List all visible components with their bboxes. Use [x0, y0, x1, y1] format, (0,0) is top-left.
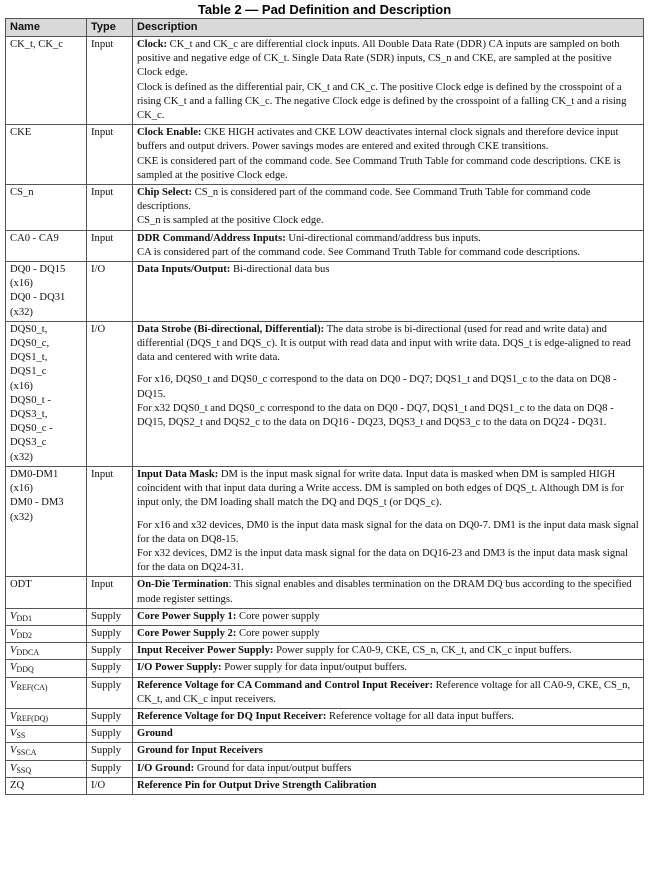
- description-first-paragraph: [137, 779, 639, 793]
- pad-description-cell: [133, 708, 644, 725]
- description-first-paragraph: [137, 762, 639, 776]
- description-text: Reference voltage for all data input buffers.: [326, 710, 514, 722]
- header-row: [6, 19, 644, 37]
- pad-name-symbol: V: [10, 610, 17, 622]
- pad-description-cell: [133, 37, 644, 125]
- table-row: [6, 125, 644, 185]
- description-first-paragraph: [137, 126, 639, 154]
- description-text: Bi-directional data bus: [230, 264, 330, 276]
- pad-name-cell: [6, 37, 87, 125]
- pad-name-cell: [6, 625, 87, 642]
- description-first-paragraph: [137, 644, 639, 658]
- description-first-paragraph: [137, 679, 639, 707]
- description-first-paragraph: [137, 323, 639, 366]
- pad-name-symbol: V: [10, 662, 17, 674]
- pad-name-line: (x16): [10, 483, 33, 495]
- pad-description-cell: [133, 760, 644, 777]
- paragraph-spacer: [137, 365, 639, 373]
- pad-description-cell: [133, 608, 644, 625]
- table-row: [6, 625, 644, 642]
- description-label: Ground: [137, 728, 173, 740]
- pad-name-line: DQ0 - DQ15: [10, 264, 66, 276]
- pad-name-subscript: REF(DQ): [16, 713, 49, 723]
- description-label: Reference Voltage for DQ Input Receiver:: [137, 710, 327, 722]
- pad-type-cell: Input: [87, 466, 133, 576]
- pad-name-symbol: V: [10, 710, 17, 722]
- description-text: : This signal enables and disables termination on the DRAM DQ bus according to the specified mode register settings.: [137, 579, 632, 605]
- pad-type-cell: Input: [87, 577, 133, 608]
- pad-name-cell: [6, 262, 87, 322]
- pad-name-line: ODT: [10, 579, 32, 591]
- pad-name-symbol: V: [10, 627, 17, 639]
- table-row: [6, 608, 644, 625]
- description-text: DM is the input mask signal for write data. Input data is masked when DM is sampled HIGH coincident with that input data during a Write access. DM is sampled on both edges of DQS_t. Although DM is for input only, the DM loading shall match the DQ and DQS_t (or DQS_c).: [137, 468, 624, 509]
- description-label: Chip Select:: [137, 187, 193, 199]
- pad-type-cell: Supply: [87, 608, 133, 625]
- pad-description-cell: [133, 230, 644, 261]
- pad-type-cell: Supply: [87, 625, 133, 642]
- pad-name-symbol: V: [10, 762, 17, 774]
- description-first-paragraph: [137, 186, 639, 214]
- pad-description-cell: [133, 125, 644, 185]
- description-label: Data Inputs/Output:: [137, 264, 231, 276]
- pad-name-line: ZQ: [10, 779, 25, 791]
- pad-name-cell: [6, 777, 87, 794]
- paragraph-spacer: [137, 511, 639, 519]
- pad-name-line: DQS0_c,: [10, 338, 50, 350]
- pad-name-cell: [6, 708, 87, 725]
- pad-name-line: (x16): [10, 278, 33, 290]
- pad-name-line: DQS3_t,: [10, 409, 48, 421]
- description-label: Input Receiver Power Supply:: [137, 645, 274, 657]
- pad-name-line: DM0 - DM3: [10, 497, 64, 509]
- description-paragraph: For x32 devices, DM2 is the input data mask signal for the data on DQ16-23 and DM3 is the input data mask signal for the data on DQ24-31.: [137, 547, 629, 574]
- pad-name-cell: [6, 185, 87, 231]
- description-text: Power supply for data input/output buffers.: [221, 662, 408, 674]
- header-name: Name: [6, 19, 87, 37]
- pad-name-subscript: DDCA: [16, 648, 40, 658]
- table-row: [6, 726, 644, 743]
- table-row: [6, 643, 644, 660]
- pad-name-line: DQ0 - DQ31: [10, 292, 66, 304]
- description-label: Clock:: [137, 39, 168, 50]
- pad-type-cell: Supply: [87, 677, 133, 708]
- pad-name-line: DM0-DM1: [10, 468, 59, 480]
- table-row: [6, 708, 644, 725]
- description-paragraph: CA is considered part of the command code. See Command Truth Table for command code descriptions.: [137, 246, 581, 258]
- description-label: DDR Command/Address Inputs:: [137, 232, 286, 244]
- pad-definition-table: [5, 18, 644, 795]
- description-paragraph: For x32 DQS0_t and DQS0_c correspond to the data on DQ0 - DQ7, DQS1_t and DQS1_c to the data on DQ8 - DQ15, DQS2_t and DQS2_c to the data on DQ16 - DQ23, DQS3_t and DQS3_c to the data on DQ24 - DQ31.: [137, 402, 614, 429]
- description-text: CS_n is considered part of the command code. See Command Truth Table for command code descriptions.: [137, 187, 591, 213]
- pad-type-cell: Input: [87, 230, 133, 261]
- pad-name-subscript: SSQ: [16, 765, 32, 775]
- pad-name-line: CKE: [10, 127, 32, 139]
- table-row: [6, 185, 644, 231]
- table-row: [6, 660, 644, 677]
- pad-name-line: DQS1_t,: [10, 352, 48, 364]
- pad-name-subscript: DD2: [16, 630, 33, 640]
- pad-description-cell: [133, 577, 644, 608]
- pad-type-cell: Supply: [87, 743, 133, 760]
- pad-name-symbol: V: [10, 679, 17, 691]
- pad-name-line: (x32): [10, 306, 33, 318]
- description-text: CK_t and CK_c are differential clock inputs. All Double Data Rate (DDR) CA inputs are sampled on both positive and negative edge of CK_t. Single Data Rate (SDR) inputs, CS_n and CKE, are sampled at the positive Clock edge.: [137, 39, 620, 79]
- table-row: [6, 577, 644, 608]
- pad-type-cell: Supply: [87, 643, 133, 660]
- pad-description-cell: [133, 321, 644, 466]
- description-first-paragraph: [137, 727, 639, 741]
- description-first-paragraph: [137, 38, 639, 81]
- description-first-paragraph: [137, 232, 639, 246]
- description-paragraph: For x16 and x32 devices, DM0 is the input data mask signal for the data on DQ0-7. DM1 is the input data mask signal for the data on DQ8-15.: [137, 519, 639, 545]
- pad-description-cell: [133, 262, 644, 322]
- pad-name-subscript: DD1: [16, 613, 33, 623]
- pad-type-cell: Supply: [87, 760, 133, 777]
- description-first-paragraph: [137, 578, 639, 606]
- pad-name-cell: [6, 726, 87, 743]
- pad-description-cell: [133, 643, 644, 660]
- table-row: [6, 777, 644, 794]
- table-row: [6, 321, 644, 466]
- description-paragraph: Clock is defined as the differential pair, CK_t and CK_c. The positive Clock edge is defined by the crosspoint of a rising CK_t and a falling CK_c. The negative Clock edge is defined by the crosspoint of a falling CK_t and a rising CK_c.: [137, 81, 627, 122]
- table-body: [6, 37, 644, 795]
- pad-name-line: (x32): [10, 451, 33, 463]
- description-first-paragraph: [137, 610, 639, 624]
- description-text: CKE HIGH activates and CKE LOW deactivates internal clock signals and therefore device input buffers and output drivers. Power savings modes are entered and exited through CKE transitions.: [137, 127, 619, 153]
- pad-type-cell: I/O: [87, 777, 133, 794]
- pad-type-cell: Supply: [87, 708, 133, 725]
- pad-description-cell: [133, 185, 644, 231]
- description-text: Uni-directional command/address bus inputs.: [285, 232, 481, 244]
- pad-name-cell: [6, 230, 87, 261]
- pad-description-cell: [133, 777, 644, 794]
- description-text: Power supply for CA0-9, CKE, CS_n, CK_t, and CK_c input buffers.: [273, 645, 572, 657]
- pad-name-cell: [6, 577, 87, 608]
- description-label: Input Data Mask:: [137, 468, 219, 480]
- pad-name-symbol: V: [10, 645, 17, 657]
- description-label: Reference Voltage for CA Command and Control Input Receiver:: [137, 679, 434, 691]
- pad-name-subscript: SS: [16, 731, 26, 741]
- pad-name-line: CA0 - CA9: [10, 232, 59, 244]
- pad-description-cell: [133, 660, 644, 677]
- pad-name-line: CK_t, CK_c: [10, 39, 63, 50]
- pad-name-line: DQS1_c: [10, 366, 47, 378]
- pad-name-subscript: REF(CA): [16, 682, 48, 692]
- table-row: [6, 262, 644, 322]
- description-paragraph: For x16, DQS0_t and DQS0_c correspond to the data on DQ0 - DQ7; DQS1_t and DQS1_c to the data on DQ8 - DQ15.: [137, 374, 617, 400]
- pad-type-cell: I/O: [87, 321, 133, 466]
- pad-name-subscript: DDQ: [16, 665, 34, 675]
- pad-name-subscript: SSCA: [16, 748, 37, 758]
- pad-name-cell: [6, 743, 87, 760]
- pad-name-cell: [6, 643, 87, 660]
- description-text: Ground for data input/output buffers: [194, 762, 352, 774]
- pad-type-cell: I/O: [87, 262, 133, 322]
- description-label: Core Power Supply 2:: [137, 627, 237, 639]
- description-text: Core power supply: [236, 610, 320, 622]
- table-row: [6, 760, 644, 777]
- description-paragraph: CKE is considered part of the command code. See Command Truth Table for command code descriptions. CKE is sampled at the positive Clock edge.: [137, 155, 621, 181]
- header-description: Description: [133, 19, 644, 37]
- description-label: On-Die Termination: [137, 579, 229, 591]
- pad-name-line: DQS0_t,: [10, 323, 48, 335]
- pad-name-line: DQS0_t -: [10, 394, 51, 406]
- description-first-paragraph: [137, 744, 639, 758]
- pad-name-symbol: V: [10, 728, 17, 740]
- pad-name-line: DQS3_c: [10, 437, 47, 449]
- description-label: I/O Ground:: [137, 762, 195, 774]
- pad-name-line: DQS0_c -: [10, 423, 53, 435]
- pad-name-cell: [6, 760, 87, 777]
- table-row: [6, 230, 644, 261]
- pad-description-cell: [133, 743, 644, 760]
- pad-name-cell: [6, 321, 87, 466]
- description-first-paragraph: [137, 661, 639, 675]
- pad-type-cell: Input: [87, 125, 133, 185]
- description-label: Data Strobe (Bi-directional, Differential):: [137, 323, 325, 335]
- pad-type-cell: Input: [87, 37, 133, 125]
- description-text: Reference voltage for all CA0-9, CKE, CS_n, CK_t, and CK_c input receivers.: [137, 679, 631, 705]
- header-type: Type: [87, 19, 133, 37]
- pad-name-line: CS_n: [10, 187, 34, 199]
- pad-description-cell: [133, 726, 644, 743]
- pad-type-cell: Input: [87, 185, 133, 231]
- description-paragraph: CS_n is sampled at the positive Clock edge.: [137, 215, 324, 227]
- description-label: I/O Power Supply:: [137, 662, 222, 674]
- pad-name-cell: [6, 660, 87, 677]
- table-row: [6, 37, 644, 125]
- pad-name-line: (x32): [10, 511, 33, 523]
- description-first-paragraph: [137, 263, 639, 277]
- description-label: Core Power Supply 1:: [137, 610, 237, 622]
- pad-name-cell: [6, 677, 87, 708]
- pad-description-cell: [133, 466, 644, 576]
- pad-type-cell: Supply: [87, 726, 133, 743]
- pad-name-cell: [6, 125, 87, 185]
- pad-name-cell: [6, 466, 87, 576]
- description-label: Reference Pin for Output Drive Strength Calibration: [137, 779, 377, 791]
- table-row: [6, 677, 644, 708]
- description-first-paragraph: [137, 627, 639, 641]
- table-row: [6, 743, 644, 760]
- pad-description-cell: [133, 677, 644, 708]
- pad-name-cell: [6, 608, 87, 625]
- description-label: Clock Enable:: [137, 127, 202, 139]
- table-row: [6, 466, 644, 576]
- pad-name-symbol: V: [10, 745, 17, 757]
- description-first-paragraph: [137, 468, 639, 511]
- pad-name-line: (x16): [10, 380, 33, 392]
- pad-type-cell: Supply: [87, 660, 133, 677]
- pad-description-cell: [133, 625, 644, 642]
- description-text: The data strobe is bi-directional (used for read and write data) and differential (DQS_t and DQS_c). It is output with read data and input with write data. DQS_t is edge-aligned to read data and centered with write data.: [137, 323, 631, 364]
- description-text: Core power supply: [236, 627, 320, 639]
- description-first-paragraph: [137, 710, 639, 724]
- table-title: Table 2 — Pad Definition and Description: [197, 2, 452, 17]
- description-label: Ground for Input Receivers: [137, 745, 263, 757]
